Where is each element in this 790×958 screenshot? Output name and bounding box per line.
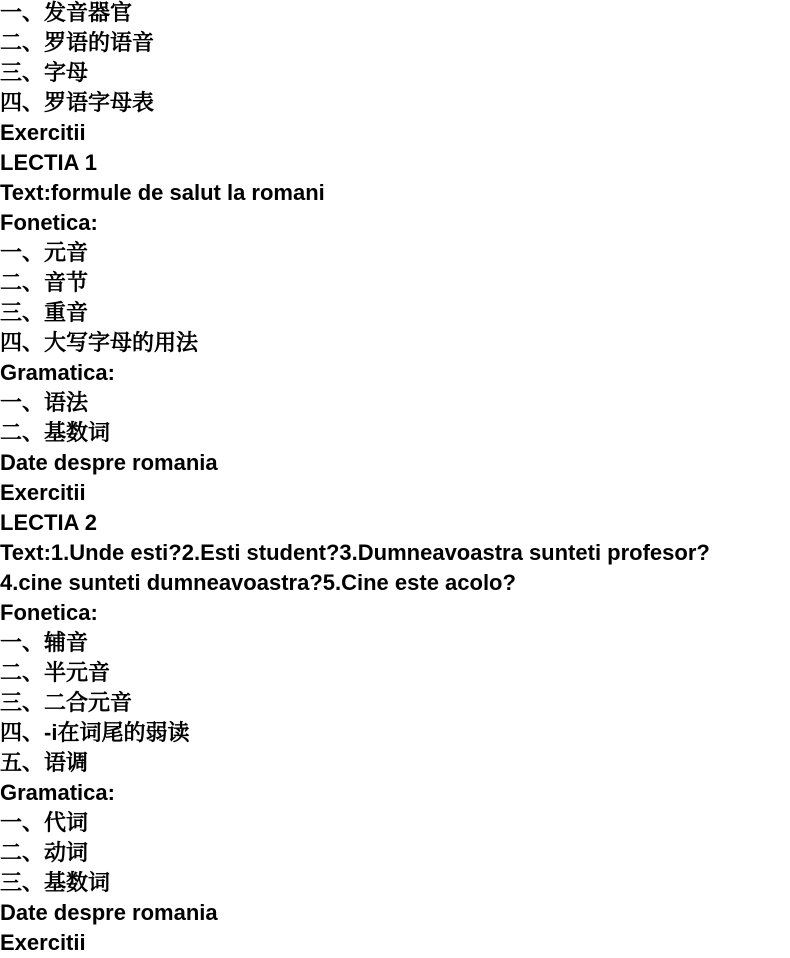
toc-line: 一、辅音	[0, 630, 89, 655]
toc-line: 五、语调	[0, 750, 89, 775]
section-heading: Gramatica:	[0, 780, 115, 805]
toc-line: 一、发音器官	[0, 0, 133, 25]
toc-line: 一、代词	[0, 810, 89, 835]
lesson-heading: LECTIA 1	[0, 150, 97, 175]
toc-line: 四、大写字母的用法	[0, 330, 199, 355]
toc-line: 一、元音	[0, 240, 89, 265]
toc-line: 三、字母	[0, 60, 89, 85]
toc-line: 二、半元音	[0, 660, 111, 685]
toc-line: 四、罗语字母表	[0, 90, 155, 115]
section-heading: Fonetica:	[0, 210, 98, 235]
toc-line: 二、基数词	[0, 420, 111, 445]
toc-line: 4.cine sunteti dumneavoastra?5.Cine este acolo?	[0, 570, 516, 595]
toc-line: Text:formule de salut la romani	[0, 180, 325, 205]
toc-line: Exercitii	[0, 480, 86, 505]
toc-line: 三、二合元音	[0, 690, 133, 715]
toc-line: Exercitii	[0, 120, 86, 145]
toc-line: Exercitii	[0, 930, 86, 955]
toc-line: 三、重音	[0, 300, 89, 325]
toc-line: Date despre romania	[0, 900, 218, 925]
toc-line: 三、基数词	[0, 870, 111, 895]
toc-line: 二、动词	[0, 840, 89, 865]
toc-line: Text:1.Unde esti?2.Esti student?3.Dumneavoastra sunteti profesor?	[0, 540, 710, 565]
toc-line: 二、罗语的语音	[0, 30, 155, 55]
section-heading: Gramatica:	[0, 360, 115, 385]
toc-line: 一、语法	[0, 390, 89, 415]
lesson-heading: LECTIA 2	[0, 510, 97, 535]
toc-line: Date despre romania	[0, 450, 218, 475]
toc-line: 二、音节	[0, 270, 89, 295]
section-heading: Fonetica:	[0, 600, 98, 625]
toc-line: 四、-i在词尾的弱读	[0, 720, 190, 745]
